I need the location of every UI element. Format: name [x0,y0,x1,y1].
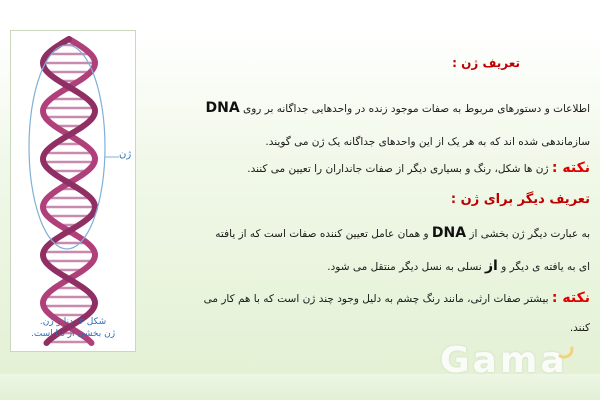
dna-helix-illustration [11,31,135,351]
az-term: از [485,258,498,274]
gene-definition-title: تعریف ژن : [452,56,520,70]
paragraph1-line1-text: اطلاعات و دستورهای مربوط به صفات موجود زنده در واحدهایی جداگانه بر روی [239,103,590,115]
paragraph2-line1-post: و همان عامل تعیین کننده صفات است که از یافته [215,228,432,240]
second-definition-title: تعریف دیگر برای ژن : [450,192,590,207]
paragraph2-line2 [144,258,590,274]
note1-label: نکته : [551,160,590,176]
note2 [144,290,590,306]
gama-watermark: Gama [440,340,568,381]
figure-caption-line2: ژن بخشی از دنا است. [30,329,116,339]
dna-term-2: DNA [431,225,467,241]
paragraph1-line1 [144,100,590,116]
paragraph2-line2-post: نسلی به نسل دیگر منتقل می شود. [327,261,485,273]
paragraph2-line2-pre: ای به یافته ی دیگر و [497,261,590,273]
paragraph2-line1 [144,225,590,241]
dna-figure-panel [10,30,136,352]
watermark-logo-icon [556,342,576,362]
note2-label: نکته : [551,290,590,306]
gene-highlight-oval [29,45,105,249]
note2-text: بیشتر صفات ارثی، مانند رنگ چشم به دلیل وجود چند ژن است که با هم کار می [203,293,552,305]
dna-term: DNA [205,100,240,116]
paragraph2-line1-pre: به عبارت دیگر ژن بخشی از [466,228,590,240]
note1 [144,160,590,176]
gene-label: ژن [119,149,132,160]
figure-caption-line1: شکل ۳- دنا و ژن. [39,317,107,327]
note2-line2: کنند. [569,322,590,334]
note1-text: ژن ها شکل، رنگ و بسیاری دیگر از صفات جانداران را تعیین می کنند. [247,163,552,175]
figure-caption [13,316,133,340]
paragraph1-line2: سازماندهی شده اند که به هر یک از این واحدهای جداگانه یک ژن می گویند. [265,136,590,148]
